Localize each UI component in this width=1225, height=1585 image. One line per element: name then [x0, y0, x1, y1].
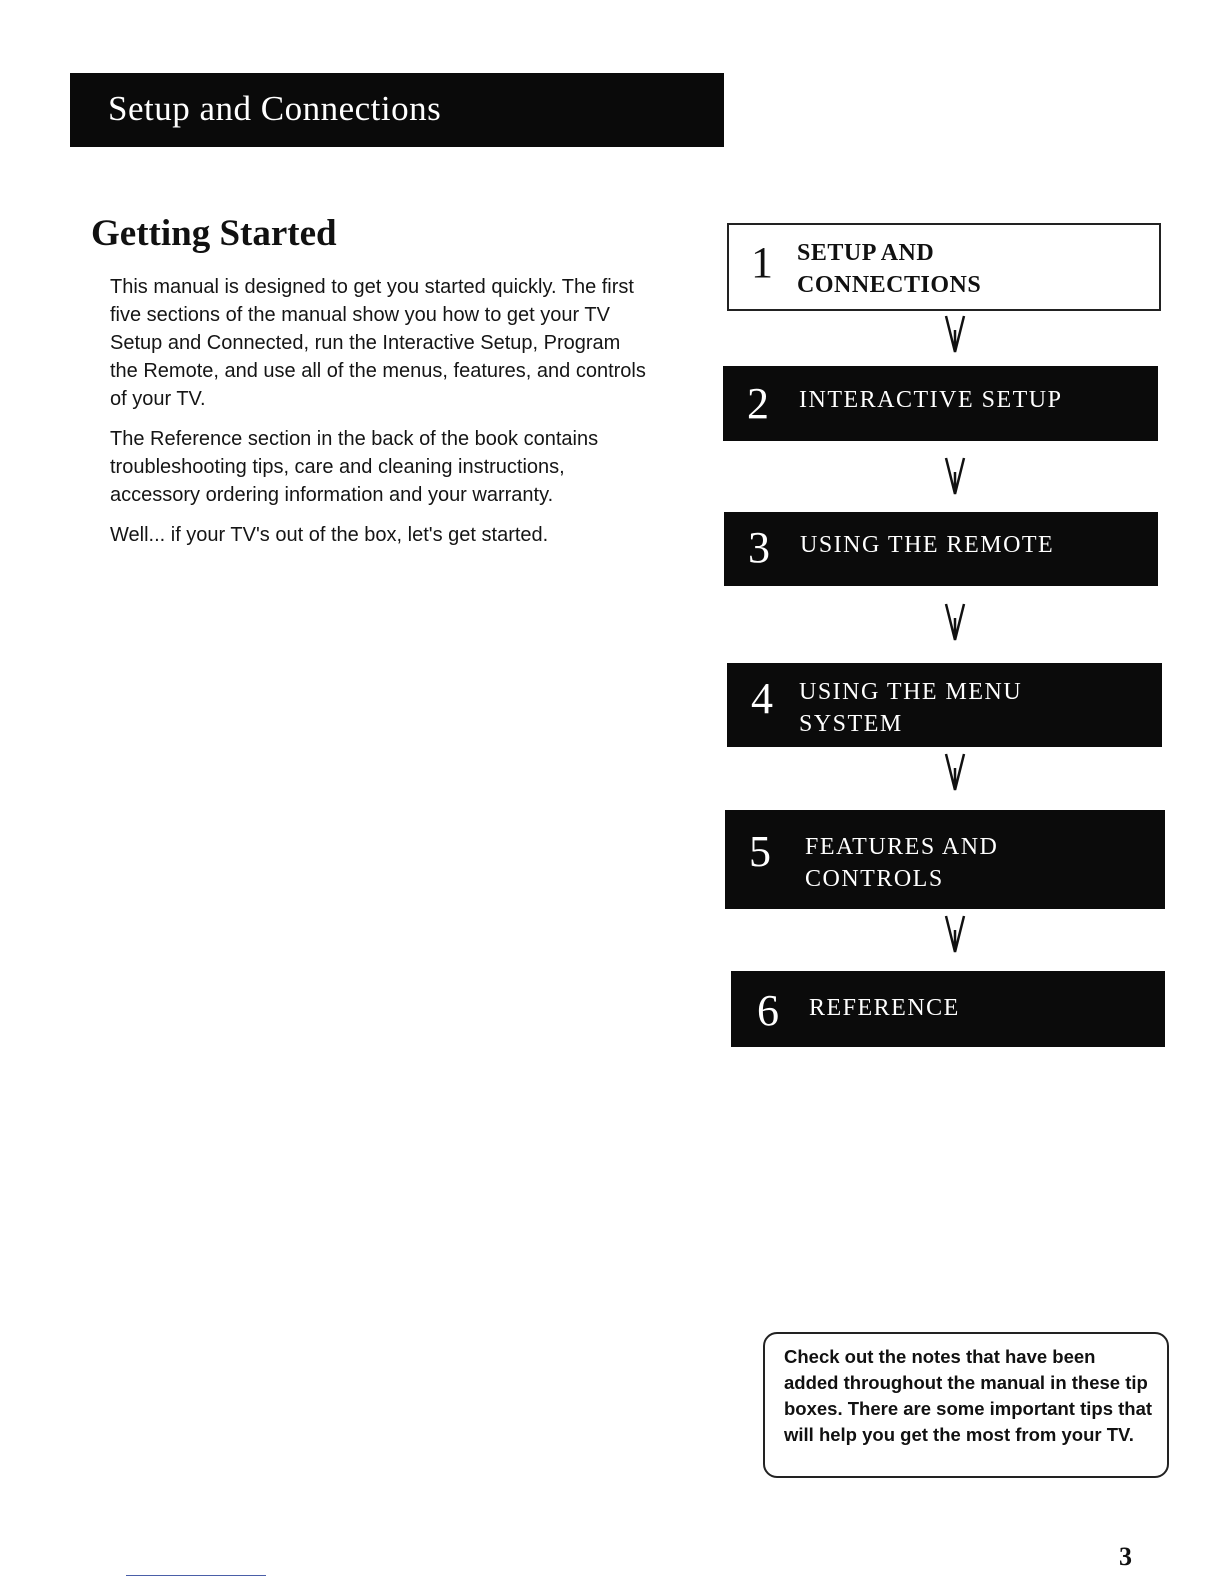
intro-paragraph: Well... if your TV's out of the box, let's get started.: [110, 524, 549, 546]
down-arrow-icon: [944, 456, 966, 496]
step-label: USING THE REMOTE: [800, 532, 1055, 558]
down-arrow-icon: [944, 314, 966, 354]
intro-paragraph: The Reference section in the back of the book contains troubleshooting tips, care and cleaning instructions, accessory ordering information and your warranty.: [110, 428, 599, 506]
down-arrow-icon: [944, 602, 966, 642]
step-label: FEATURES AND CONTROLS: [805, 834, 999, 892]
tip-text: Check out the notes that have been added throughout the manual in these tip boxes. There are some important tips that will help you get the most from your TV.: [784, 1346, 1153, 1445]
step-number: 6: [757, 986, 779, 1035]
step-number: 3: [748, 523, 770, 572]
flow-step-using-remote: [724, 512, 1158, 586]
intro-paragraph: This manual is designed to get you started quickly. The first five sections of the manual show you how to get your TV Setup and Connected, run the Interactive Setup, Program the Remote, and use all of the menus, features, and controls of your TV.: [110, 276, 646, 410]
flow-step-setup: [727, 223, 1161, 311]
tip-box: [763, 1332, 1169, 1478]
intro-text: [110, 273, 650, 561]
flow-step-menu-system: [727, 663, 1162, 747]
down-arrow-icon: [944, 914, 966, 954]
step-label: SETUP AND CONNECTIONS: [797, 240, 982, 298]
section-banner: [70, 73, 724, 147]
step-number: 1: [751, 238, 773, 287]
down-arrow-icon: [944, 752, 966, 792]
flow-step-reference: [731, 971, 1165, 1047]
page-heading: Getting Started: [91, 213, 337, 254]
step-number: 5: [749, 827, 771, 876]
section-title: Setup and Connections: [108, 89, 442, 128]
step-number: 4: [751, 674, 773, 723]
step-label: REFERENCE: [809, 995, 960, 1021]
page-number: 3: [1119, 1542, 1132, 1571]
step-label: INTERACTIVE SETUP: [799, 387, 1063, 413]
flow-step-interactive-setup: [723, 366, 1158, 441]
step-label: USING THE MENU SYSTEM: [799, 679, 1023, 737]
flow-step-features-controls: [725, 810, 1165, 909]
footer-rule: [126, 1575, 266, 1576]
step-number: 2: [747, 379, 769, 428]
